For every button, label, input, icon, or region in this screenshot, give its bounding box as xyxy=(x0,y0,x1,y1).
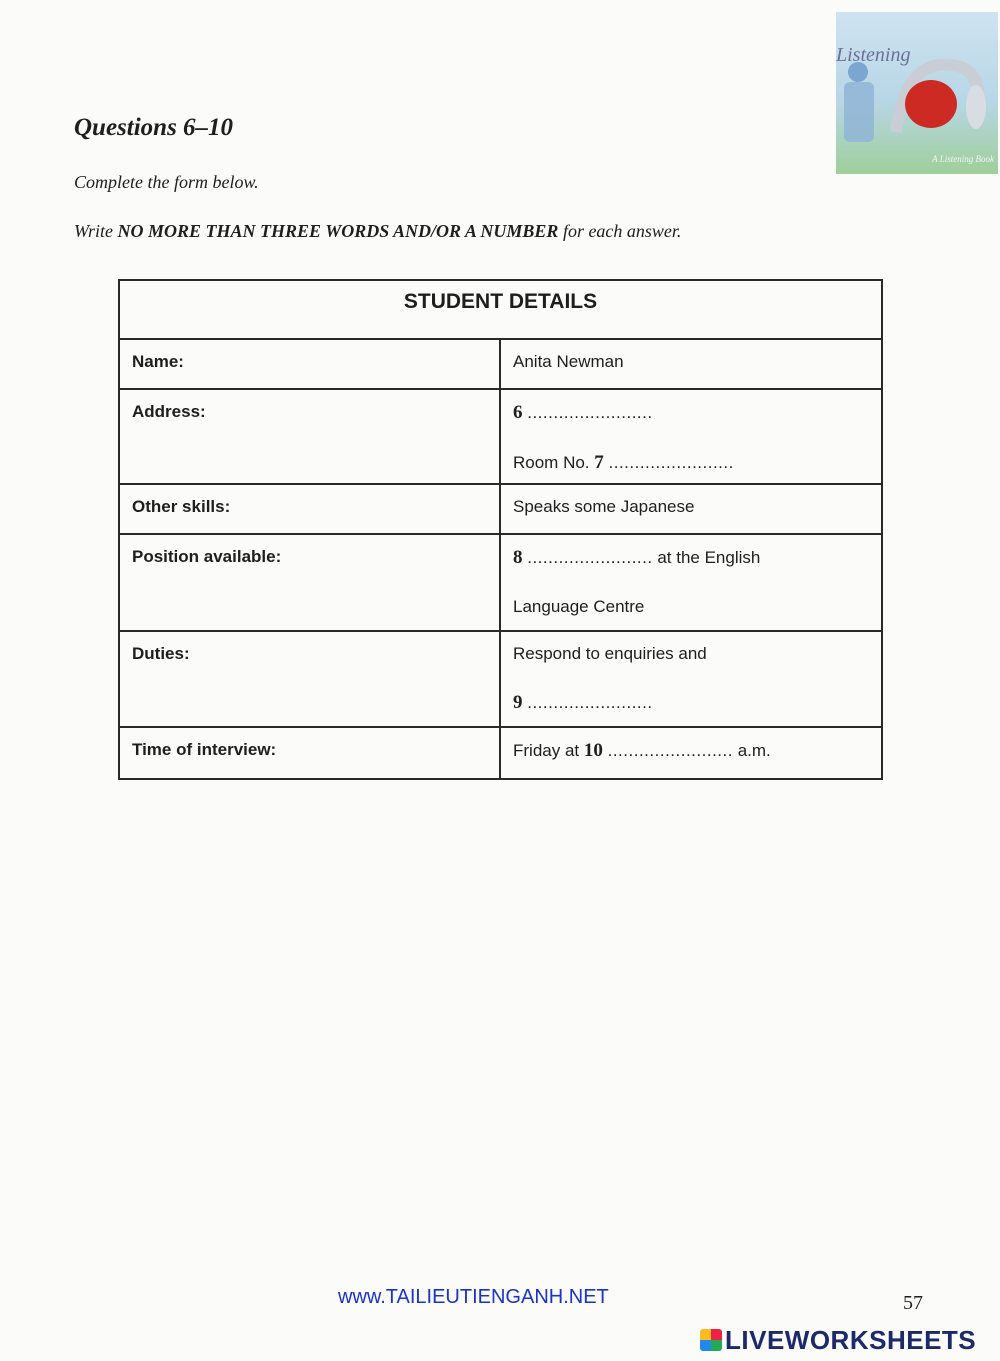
answer-blank-7[interactable]: Room No. 7 ........................ xyxy=(513,452,734,473)
position-label: Position available: xyxy=(119,534,500,631)
answer-blank-10[interactable]: Friday at 10 ........................ a.m. xyxy=(500,727,882,779)
questions-title: Questions 6–10 xyxy=(74,114,234,141)
position-answers xyxy=(500,534,882,631)
form-title: STUDENT DETAILS xyxy=(119,280,882,339)
duties-label: Duties: xyxy=(119,631,500,727)
duties-answers xyxy=(500,631,882,727)
table-row xyxy=(119,484,882,534)
skills-label: Other skills: xyxy=(119,484,500,534)
headphones-icon xyxy=(836,12,998,174)
address-label: Address: xyxy=(119,389,500,484)
name-value: Anita Newman xyxy=(500,339,882,389)
address-answers xyxy=(500,389,882,484)
name-label: Name: xyxy=(119,339,500,389)
duties-line1: Respond to enquiries and xyxy=(513,644,707,663)
student-details-form xyxy=(118,279,883,780)
logo-subtitle: A Listening Book xyxy=(932,154,994,164)
instruction-complete-form: Complete the form below. xyxy=(74,172,259,192)
position-line2: Language Centre xyxy=(513,597,645,616)
table-row xyxy=(119,389,882,484)
answer-blank-9[interactable]: 9 ........................ xyxy=(513,692,653,713)
skills-value: Speaks some Japanese xyxy=(500,484,882,534)
logo-word: Listening xyxy=(836,44,911,66)
instruction-word-limit: Write NO MORE THAN THREE WORDS AND/OR A NUMBER for each answer. xyxy=(74,221,682,241)
answer-blank-6[interactable]: 6 ........................ xyxy=(513,402,653,423)
liveworksheets-icon xyxy=(700,1329,722,1351)
table-row xyxy=(119,727,882,779)
answer-blank-8[interactable]: 8 ........................ at the English xyxy=(513,547,761,568)
time-label: Time of interview: xyxy=(119,727,500,779)
liveworksheets-logo: LIVEWORKSHEETS xyxy=(700,1325,976,1356)
table-row xyxy=(119,534,882,631)
table-row xyxy=(119,631,882,727)
table-row xyxy=(119,339,882,389)
page-number: 57 xyxy=(903,1292,923,1314)
listening-logo xyxy=(836,12,998,174)
footer-url-link[interactable]: www.TAILIEUTIENGANH.NET xyxy=(338,1286,609,1308)
